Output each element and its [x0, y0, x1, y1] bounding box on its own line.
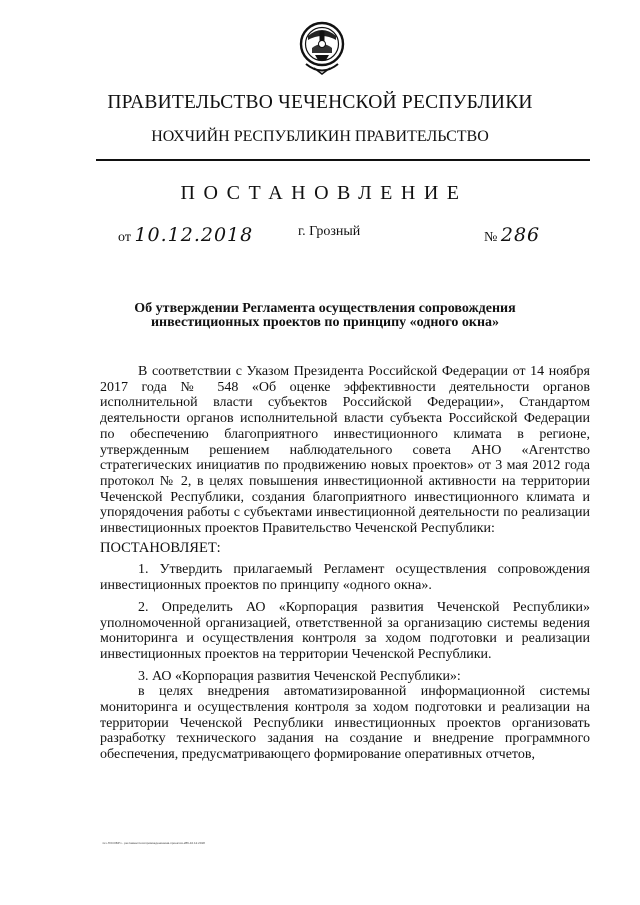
item-1-paragraph: 1. Утвердить прилагаемый Регламент осуществления сопровождения инвестиционных проектов по принципу «одного окна». [100, 562, 590, 594]
document-title [120, 302, 530, 330]
date-prefix: от [118, 230, 131, 245]
footer-file-stamp: ччч-ГОСОБРч - регламентпосопровождениюинв-проектов-286-10.12.2018 [102, 841, 205, 845]
document-type-heading: ПОСТАНОВЛЕНИЕ [180, 182, 468, 204]
handwritten-number: 286 [500, 224, 541, 246]
title-line-2: инвестиционных проектов по принципу «одного окна» [150, 315, 500, 330]
header-divider [96, 159, 590, 161]
coat-of-arms-emblem-icon [298, 20, 346, 80]
handwritten-date: 10.12.2018 [134, 224, 254, 246]
item-3-subparagraph: в целях внедрения автоматизированной информационной системы мониторинга и осуществления контроля за ходом подготовки и реализации на территории Чеченской Республики инвестиционных проектов организовать разработку технического задания на создание и внедрение программного обеспечения, предусматривающего формирование оперативных отчетов, [100, 684, 590, 763]
government-name-chechen: НОХЧИЙН РЕСПУБЛИКИН ПРАВИТЕЛЬСТВО [151, 128, 489, 145]
decree-word: ПОСТАНОВЛЯЕТ: [100, 539, 221, 556]
government-name-russian: ПРАВИТЕЛЬСТВО ЧЕЧЕНСКОЙ РЕСПУБЛИКИ [107, 92, 533, 113]
item-2-paragraph: 2. Определить АО «Корпорация развития Чеченской Республики» уполномоченной организацией, ответственной за организацию системы ведения мониторинга и осуществления контроля за ходом подготовки и реализации инвестиционных проектов на территории Чеченской Республики. [100, 599, 590, 662]
document-body [100, 364, 590, 763]
title-line-1: Об утверждении Регламента осуществления сопровождения [134, 301, 516, 316]
number-line [484, 224, 540, 246]
city-label: г. Грозный [298, 224, 361, 239]
date-line [118, 224, 253, 246]
number-prefix: № [484, 230, 498, 245]
item-3-paragraph: 3. АО «Корпорация развития Чеченской Республики»: [138, 668, 461, 684]
preamble-paragraph: В соответствии с Указом Президента Российской Федерации от 14 ноября 2017 года № 548 «Об оценке эффективности деятельности органов исполнительной власти субъектов Российской Федерации», Стандартом деятельности органов исполнительной власти субъекта Российской Федерации по обеспечению благоприятного инвестиционного климата в регионе, утвержденным решением наблюдательного совета АНО «Агентство стратегических инициатив по продвижению новых проектов» от 3 мая 2012 года протокол № 2, в целях повышения инвестиционной активности на территории Чеченской Республики, создания благоприятного инвестиционного климата и упорядочения работы с субъектами инвестиционной деятельности по реализации инвестиционных проектов Правительство Чеченской Республики: [100, 364, 590, 537]
